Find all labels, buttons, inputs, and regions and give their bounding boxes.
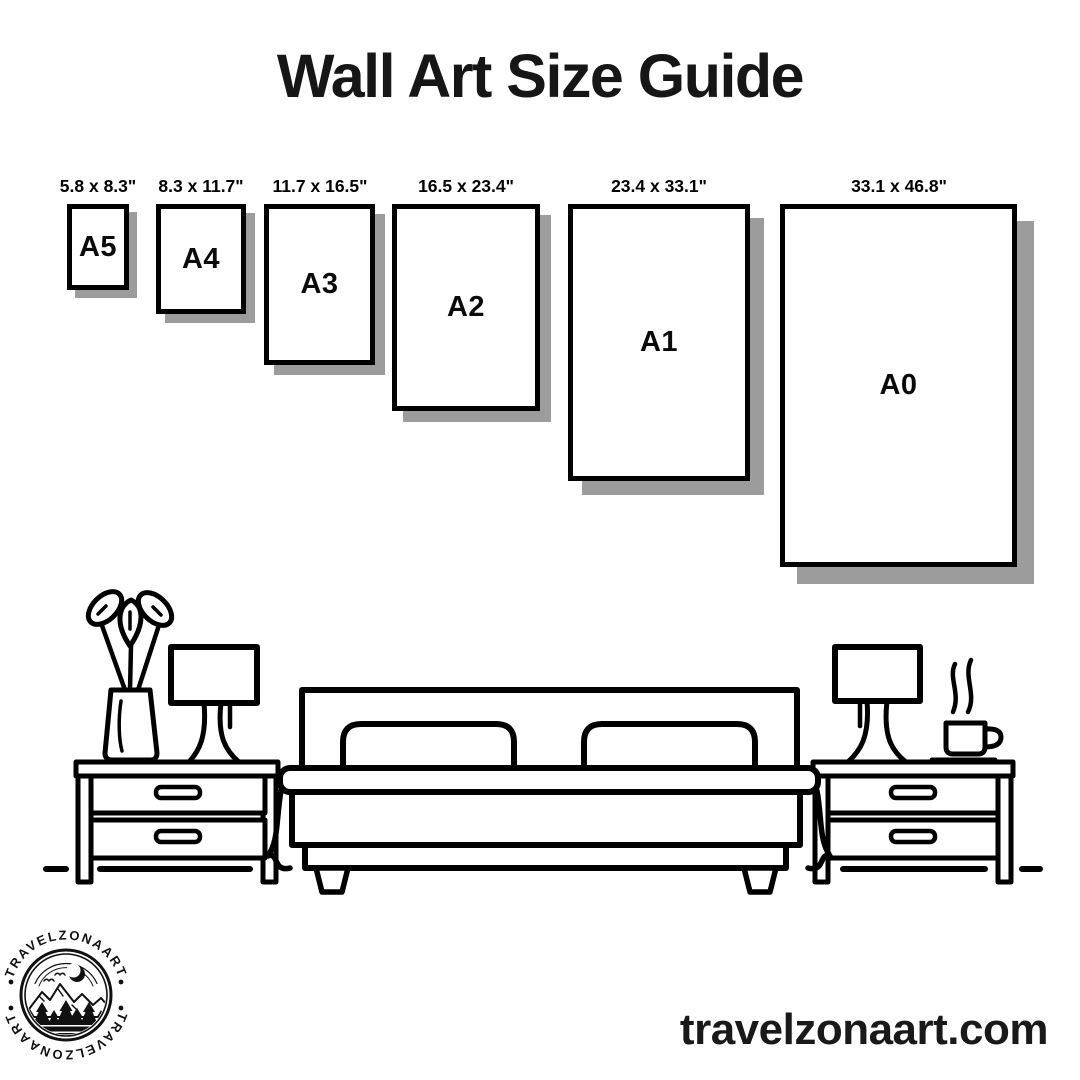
bedroom-scene-illustration	[0, 588, 1080, 900]
dimension-label-a2: 16.5 x 23.4"	[418, 176, 514, 196]
pillow-right	[584, 724, 755, 772]
nightstand-right	[813, 762, 1013, 882]
bed-front-panel	[292, 792, 800, 845]
website-url: travelzonaart.com	[679, 1005, 1048, 1054]
frame-a4	[156, 204, 246, 314]
table-lamp-left	[171, 647, 257, 762]
mug-body	[946, 723, 985, 754]
poster-title: Wall Art Size Guide	[276, 42, 804, 110]
bed-leg	[744, 868, 776, 892]
steam	[953, 660, 971, 712]
lamp-shade	[171, 647, 257, 703]
svg-text:TRAVELZONAART: TRAVELZONAART	[1, 927, 131, 980]
frame-letter-a4: A4	[181, 242, 221, 275]
coffee-mug	[932, 660, 1001, 760]
table-lamp-right	[835, 647, 920, 762]
nightstand-top	[813, 762, 1013, 776]
frame-letter-a0: A0	[879, 369, 918, 401]
frame-letter-a2: A2	[446, 291, 486, 323]
moon-icon	[67, 964, 86, 983]
bed-base	[305, 845, 786, 868]
frame-letter-a5: A5	[78, 230, 118, 263]
dimension-label-a0: 33.1 x 46.8"	[851, 176, 947, 196]
vase	[105, 690, 157, 760]
frame-a5	[67, 204, 129, 290]
nightstand-top	[76, 762, 278, 776]
drawer-handle	[156, 831, 200, 842]
bed-leg	[316, 868, 348, 892]
frame-a2	[392, 204, 540, 411]
frame-a1	[568, 204, 750, 481]
frame-letter-a3: A3	[300, 268, 339, 300]
dimension-label-a1: 23.4 x 33.1"	[611, 176, 707, 196]
svg-text:TRAVELZONAART: TRAVELZONAART	[1, 1010, 131, 1063]
double-bed	[268, 690, 830, 892]
dimension-label-a5: 5.8 x 8.3"	[59, 176, 137, 196]
drawer-handle	[891, 787, 935, 798]
drawer-handle	[891, 831, 935, 842]
dimension-label-a4: 8.3 x 11.7"	[158, 176, 244, 196]
frame-a3	[264, 204, 375, 365]
drawer-handle	[156, 787, 200, 798]
pillow-left	[343, 724, 514, 772]
plant	[82, 588, 177, 690]
nightstand-left	[76, 762, 278, 882]
mattress-blanket	[280, 768, 818, 792]
frame-letter-a1: A1	[639, 326, 679, 358]
dimension-label-a3: 11.7 x 16.5"	[272, 176, 368, 196]
frame-a0	[780, 204, 1017, 567]
lamp-shade	[835, 647, 920, 701]
